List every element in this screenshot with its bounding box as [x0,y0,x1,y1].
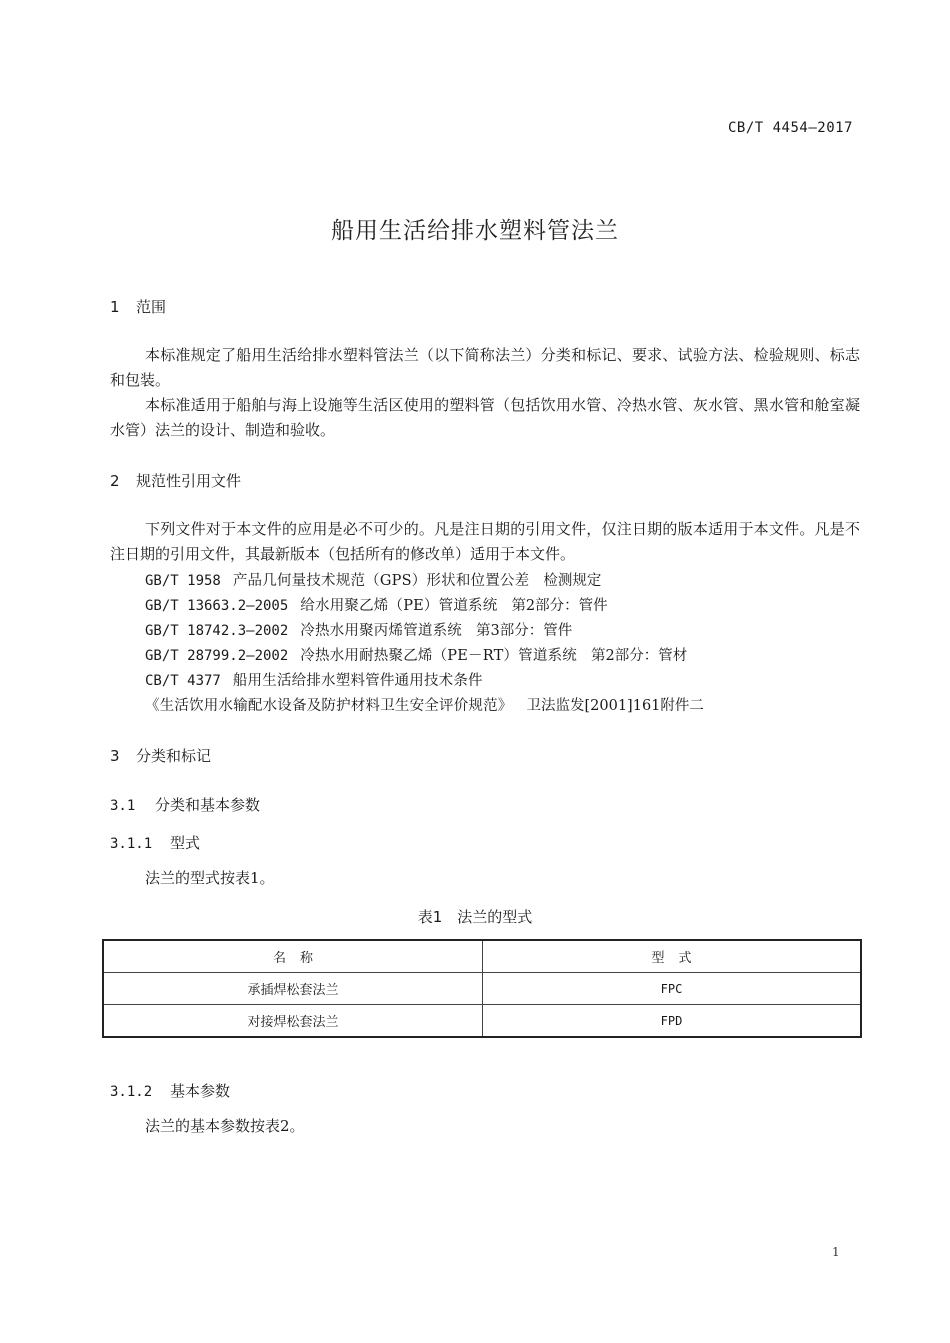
section-number: 3.1.1 [110,836,153,852]
section-title: 分类和基本参数 [155,796,261,814]
table-row [103,1005,861,1038]
section-title: 型式 [170,834,201,852]
reference-part: 第2部分：管材 [590,648,688,664]
section-3-heading [110,745,211,766]
table-header-type: 型式 [483,940,862,973]
section-1-paragraph-1: 本标准规定了船用生活给排水塑料管法兰（以下简称法兰）分类和标记、要求、试验方法、检验规则、标志和包装。 [110,346,860,389]
section-number: 3 [110,747,120,765]
section-3-1-heading [110,794,260,815]
table-cell-type: FPD [483,1005,862,1038]
section-1-heading [110,296,166,317]
table-header-name: 名称 [103,940,483,973]
table-row [103,973,861,1005]
section-title: 规范性引用文件 [136,472,242,490]
section-number: 1 [110,298,120,316]
reference-item [145,669,483,690]
reference-part: 检测规定 [543,573,602,589]
table-header-row [103,940,861,973]
section-1-paragraph-2: 本标准适用于船舶与海上设施等生活区使用的塑料管（包括饮用水管、冷热水管、灰水管、黑水管和舱室凝水管）法兰的设计、制造和验收。 [110,396,860,439]
table-cell-type: FPC [483,973,862,1005]
reference-title: 给水用聚乙烯（PE）管道系统 [300,598,498,614]
section-2-paragraph: 下列文件对于本文件的应用是必不可少的。凡是注日期的引用文件，仅注日期的版本适用于本文件。凡是不注日期的引用文件，其最新版本（包括所有的修改单）适用于本文件。 [110,520,860,563]
reference-title: 冷热水用耐热聚乙烯（PE－RT）管道系统 [300,648,577,664]
section-title: 范围 [136,298,167,316]
reference-code: GB/T 1958 [145,573,221,589]
section-number: 3.1 [110,798,136,814]
section-3-1-2-heading [110,1080,230,1101]
document-title: 船用生活给排水塑料管法兰 [331,218,619,244]
reference-title: 产品几何量技术规范（GPS）形状和位置公差 [232,573,530,589]
reference-title: 船用生活给排水塑料管件通用技术条件 [232,673,483,689]
reference-code: CB/T 4377 [145,673,221,689]
table-1 [102,939,862,1038]
reference-part: 第3部分：管件 [476,623,573,639]
reference-part: 第2部分：管件 [511,598,608,614]
reference-code: GB/T 28799.2—2002 [145,648,289,664]
reference-item [145,644,687,665]
reference-item [145,619,572,640]
section-2-heading [110,470,241,491]
table-cell-name: 承插焊松套法兰 [103,973,483,1005]
section-3-1-1-paragraph: 法兰的型式按表1。 [145,869,275,887]
standard-code: CB/T 4454—2017 [727,120,853,136]
section-title: 基本参数 [170,1082,231,1100]
section-3-1-1-heading [110,832,200,853]
section-title: 分类和标记 [136,747,212,765]
reference-item [145,569,601,590]
reference-code: GB/T 13663.2—2005 [145,598,289,614]
section-number: 3.1.2 [110,1084,153,1100]
reference-code: GB/T 18742.3—2002 [145,623,289,639]
reference-part: 卫法监发[2001]161附件二 [526,698,704,714]
table-1-caption: 表1 法兰的型式 [417,908,533,926]
reference-title: 冷热水用聚丙烯管道系统 [300,623,462,639]
table-cell-name: 对接焊松套法兰 [103,1005,483,1038]
reference-title: 《生活饮用水输配水设备及防护材料卫生安全评价规范》 [145,698,513,714]
page-number: 1 [832,1245,840,1259]
reference-item [145,594,608,615]
reference-item [145,694,704,715]
section-number: 2 [110,472,120,490]
section-3-1-2-paragraph: 法兰的基本参数按表2。 [145,1117,305,1135]
